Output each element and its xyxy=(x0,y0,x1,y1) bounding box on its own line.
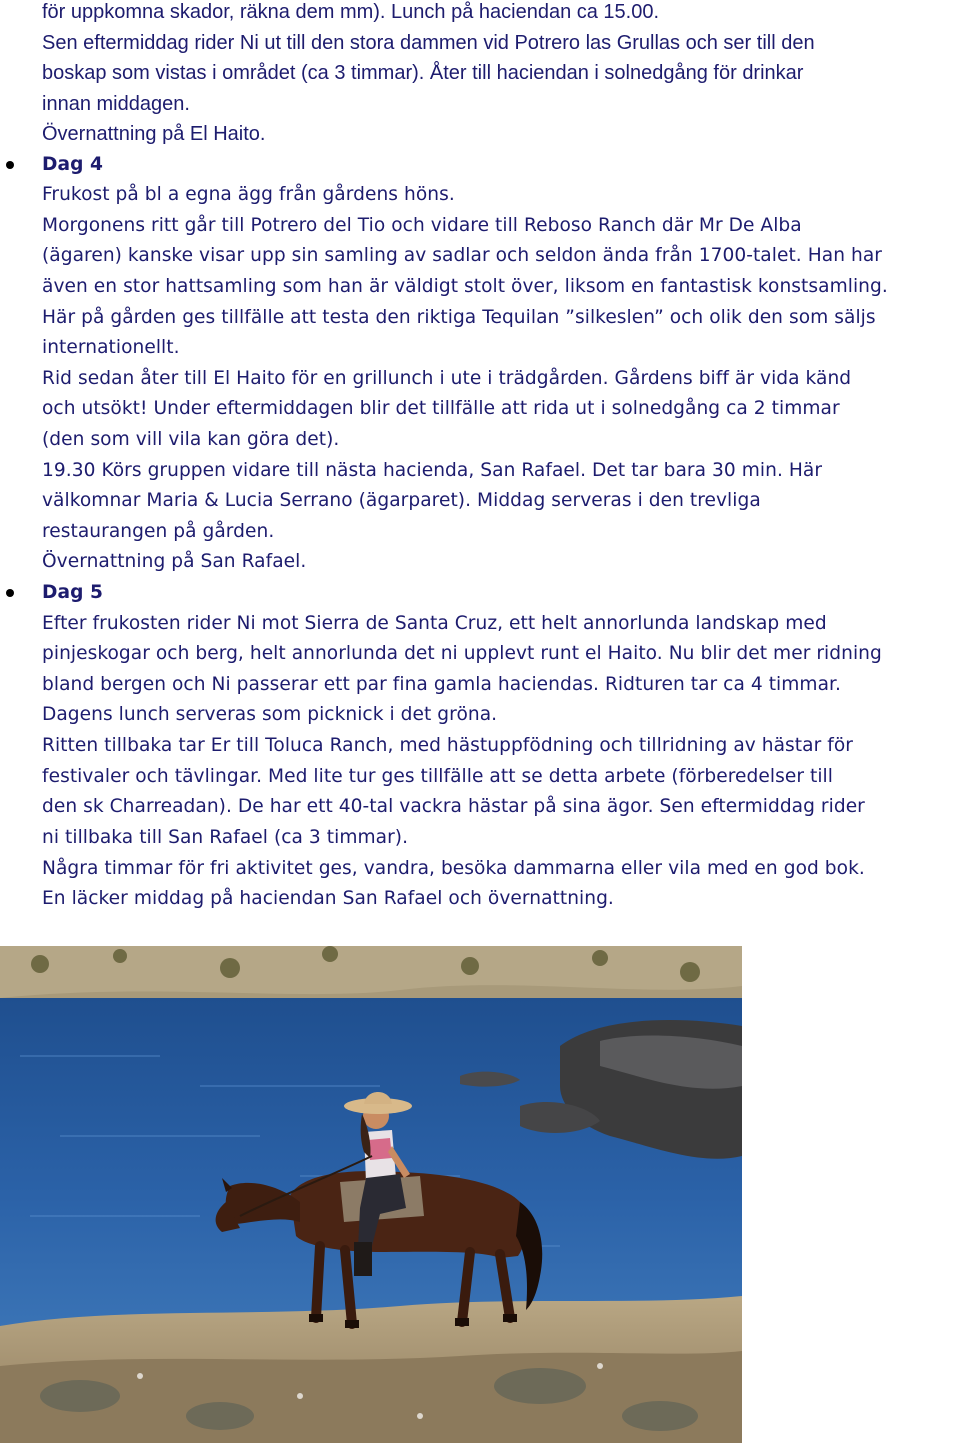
horse-rider-lake-photo xyxy=(0,946,742,1443)
text-line: även en stor hattsamling som han är väldigt stolt över, liksom en fantastisk konstsamling. xyxy=(42,276,888,297)
text-line: Övernattning på San Rafael. xyxy=(42,551,307,572)
text-line: Frukost på bl a egna ägg från gårdens höns. xyxy=(42,184,455,205)
text-line: den sk Charreadan). De har ett 40-tal vackra hästar på sina ägor. Sen eftermiddag rider xyxy=(42,796,865,817)
text-line: Ritten tillbaka tar Er till Toluca Ranch, med hästuppfödning och tillridning av hästar för xyxy=(42,735,853,756)
text-line: innan middagen. xyxy=(42,93,190,115)
day-5-heading: Dag 5 xyxy=(42,582,103,603)
text-line: välkomnar Maria & Lucia Serrano (ägarparet). Middag serveras i den trevliga xyxy=(42,490,761,511)
text-line: ni tillbaka till San Rafael (ca 3 timmar). xyxy=(42,827,409,848)
text-line: pinjeskogar och berg, helt annorlunda det ni upplevt runt el Haito. Nu blir det mer ridning xyxy=(42,643,882,664)
text-line: Morgonens ritt går till Potrero del Tio och vidare till Reboso Ranch där Mr De Alba xyxy=(42,215,802,236)
text-line: Rid sedan åter till El Haito för en grillunch i ute i trädgården. Gårdens biff är vida känd xyxy=(42,368,852,389)
text-line: Övernattning på El Haito. xyxy=(42,123,266,145)
text-line: och utsökt! Under eftermiddagen blir det tillfälle att rida ut i solnedgång ca 2 timmar xyxy=(42,398,840,419)
text-line: för uppkomna skador, räkna dem mm). Lunch på haciendan ca 15.00. xyxy=(42,1,660,23)
text-line: festivaler och tävlingar. Med lite tur ges tillfälle att se detta arbete (förberedelser till xyxy=(42,766,833,787)
text-line: En läcker middag på haciendan San Rafael och övernattning. xyxy=(42,888,614,909)
text-line: internationellt. xyxy=(42,337,180,358)
text-line: 19.30 Körs gruppen vidare till nästa hacienda, San Rafael. Det tar bara 30 min. Här xyxy=(42,460,823,481)
text-line: Dagens lunch serveras som picknick i det gröna. xyxy=(42,704,498,725)
photo-illustration xyxy=(0,946,742,1443)
text-line: restaurangen på gården. xyxy=(42,521,275,542)
text-line: (den som vill vila kan göra det). xyxy=(42,429,340,450)
text-line: Här på gården ges tillfälle att testa den riktiga Tequilan ”silkeslen” och olik den som säljs xyxy=(42,307,876,328)
bullet-dot xyxy=(6,161,14,169)
text-line: Efter frukosten rider Ni mot Sierra de Santa Cruz, ett helt annorlunda landskap med xyxy=(42,613,827,634)
text-line: Några timmar för fri aktivitet ges, vandra, besöka dammarna eller vila med en god bok. xyxy=(42,858,865,879)
text-line: Sen eftermiddag rider Ni ut till den stora dammen vid Potrero las Grullas och ser till den xyxy=(42,32,815,54)
day-4-heading: Dag 4 xyxy=(42,154,103,175)
text-line: (ägaren) kanske visar upp sin samling av sadlar och seldon ända från 1700-talet. Han har xyxy=(42,245,882,266)
text-line: boskap som vistas i området (ca 3 timmar). Åter till haciendan i solnedgång för drinkar xyxy=(42,62,804,84)
text-line: bland bergen och Ni passerar ett par fina gamla haciendas. Ridturen tar ca 4 timmar. xyxy=(42,674,841,695)
bullet-dot xyxy=(6,589,14,597)
